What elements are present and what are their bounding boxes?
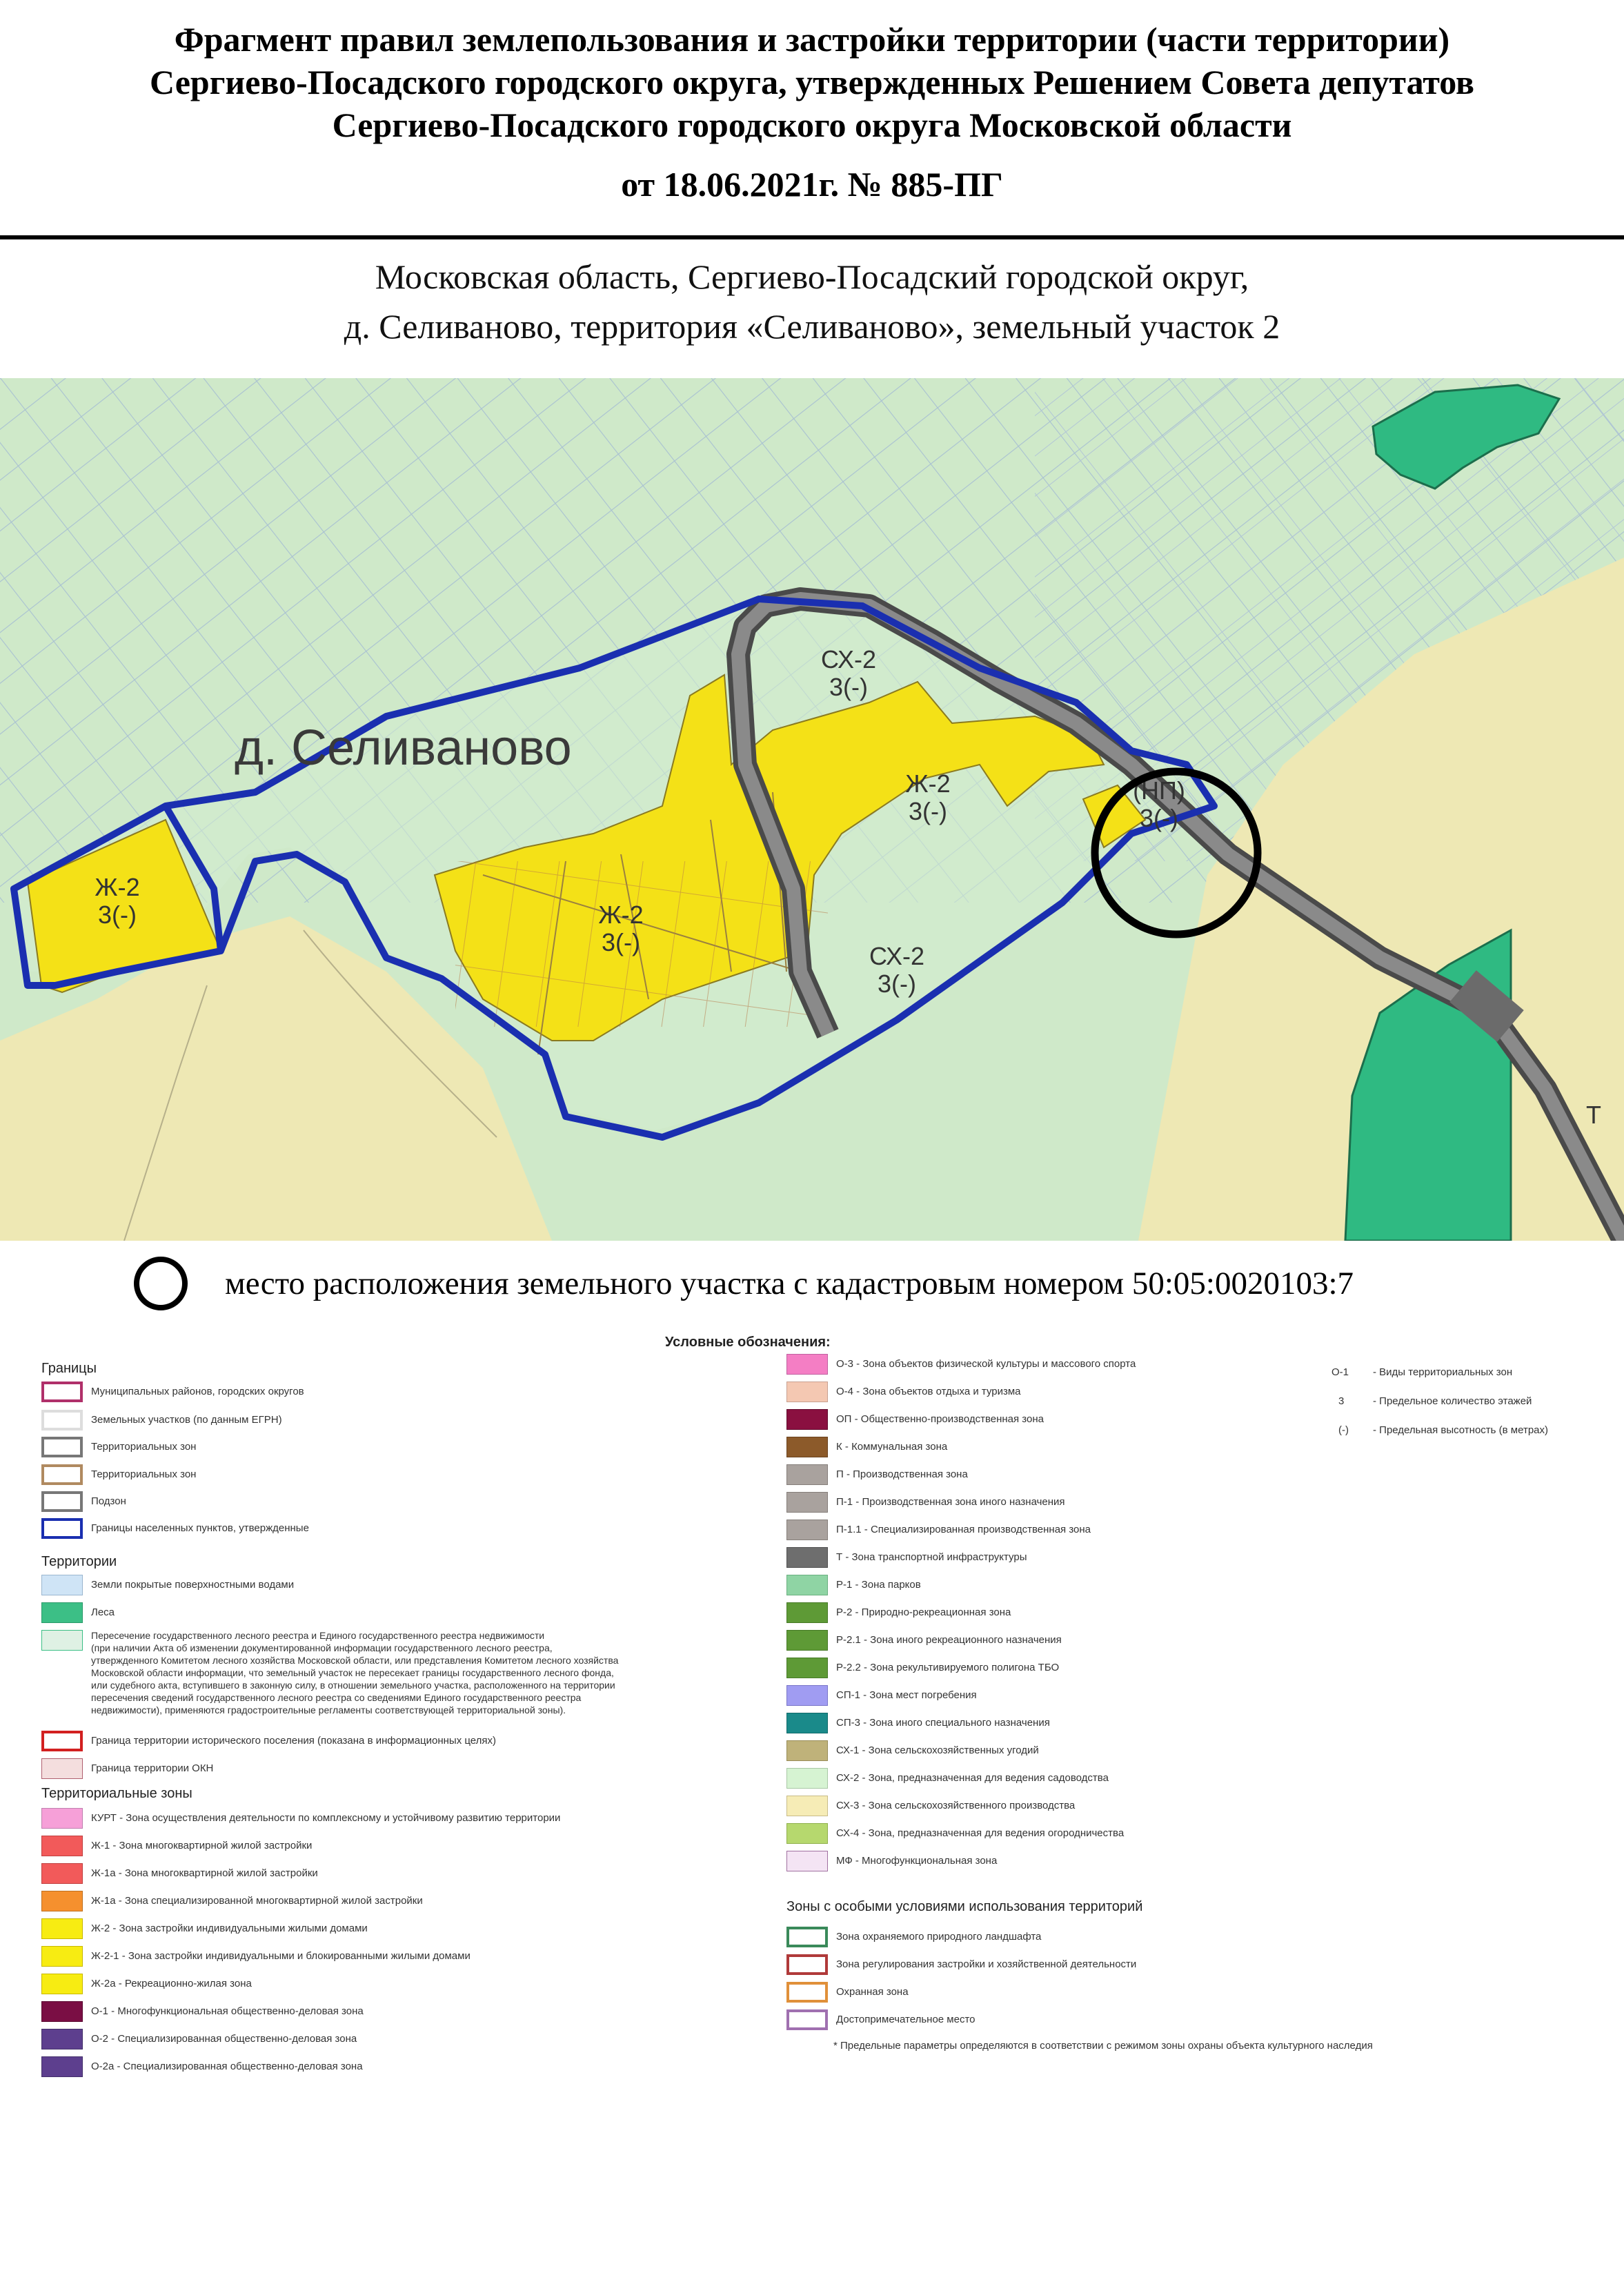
legend-swatch	[786, 1823, 828, 1844]
legend-label: Зона регулирования застройки и хозяйственной деятельности	[836, 1958, 1137, 1970]
legend-label: Зона охраняемого природного ландшафта	[836, 1931, 1042, 1943]
legend-label: МФ - Многофункциональная зона	[836, 1855, 998, 1867]
legend-swatch	[786, 1927, 828, 1947]
legend-label: Р-1 - Зона парков	[836, 1579, 921, 1591]
map-village-label: д. Селиваново	[235, 720, 572, 776]
zone-label-code: Ж-2	[95, 873, 140, 901]
legend-label: Подзон	[91, 1495, 126, 1507]
legend-label: О-1 - Многофункциональная общественно-деловая зона	[91, 2005, 364, 2017]
legend-swatch	[786, 1713, 828, 1733]
legend-swatch	[786, 1602, 828, 1623]
legend-label: СХ-4 - Зона, предназначенная для ведения огородничества	[836, 1827, 1125, 1839]
legend-label: ОП - Общественно-производственная зона	[836, 1413, 1044, 1425]
zone-label-floors: 3(-)	[98, 901, 137, 929]
zone-label-floors: 3(-)	[909, 797, 947, 825]
legend-label: Граница территории ОКН	[91, 1762, 214, 1774]
legend-label: Ж-2-1 - Зона застройки индивидуальными и блокированными жилыми домами	[91, 1950, 471, 1962]
zone-label-code: Ж-2	[905, 769, 951, 798]
legend-swatch	[41, 2029, 83, 2049]
legend-label: СП-3 - Зона иного специального назначения	[836, 1717, 1050, 1729]
legend-key-description: - Виды территориальных зон	[1373, 1366, 1513, 1378]
legend-label: Земли покрытые поверхностными водами	[91, 1579, 295, 1591]
legend-label: Ж-1 - Зона многоквартирной жилой застройки	[91, 1840, 313, 1851]
legend-label: Достопримечательное место	[836, 2014, 976, 2025]
legend-swatch	[41, 1575, 83, 1595]
legend-key-description: - Предельное количество этажей	[1373, 1395, 1532, 1407]
legend-key-description: - Предельная высотность (в метрах)	[1373, 1424, 1548, 1436]
legend-label: СП-1 - Зона мест погребения	[836, 1689, 977, 1701]
zone-label-code: (НП)	[1133, 776, 1185, 805]
header-title-line-1: Фрагмент правил землепользования и застройки территории (части территории)	[174, 20, 1450, 59]
legend-heading-terr-zones: Территориальные зоны	[41, 1786, 192, 1801]
legend-swatch	[786, 1954, 828, 1975]
legend-label: СХ-1 - Зона сельскохозяйственных угодий	[836, 1744, 1039, 1756]
legend-swatch	[786, 1354, 828, 1375]
legend-label: Ж-2а - Рекреационно-жилая зона	[91, 1978, 252, 1989]
legend-footnote: * Предельные параметры определяются в соответствии с режимом зоны охраны объекта культурного наследия	[833, 2040, 1373, 2052]
legend-label: Территориальных зон	[91, 1441, 197, 1453]
legend-swatch	[41, 1437, 83, 1457]
zone-label-code: Ж-2	[598, 901, 644, 929]
legend-label: Земельных участков (по данным ЕГРН)	[91, 1414, 282, 1426]
legend-label: П-1.1 - Специализированная производственная зона	[836, 1524, 1091, 1535]
legend-swatch	[41, 1630, 83, 1651]
legend-key: (-)	[1338, 1424, 1349, 1436]
zone-label-code: СХ-2	[821, 645, 876, 674]
legend-swatch	[786, 1982, 828, 2003]
legend-label: О-2 - Специализированная общественно-деловая зона	[91, 2033, 357, 2045]
legend-swatch	[41, 1518, 83, 1539]
legend-swatch	[786, 1464, 828, 1485]
legend-swatch	[786, 1685, 828, 1706]
legend-label: Муниципальных районов, городских округов	[91, 1386, 304, 1397]
legend-swatch	[786, 2009, 828, 2030]
legend-swatch	[41, 1918, 83, 1939]
address-line-1: Московская область, Сергиево-Посадский городской округ,	[375, 257, 1249, 296]
header-decision-date: от 18.06.2021г. № 885-ПГ	[621, 165, 1003, 204]
location-note: место расположения земельного участка с кадастровым номером 50:05:0020103:7	[225, 1266, 1354, 1301]
legend-swatch	[41, 1946, 83, 1967]
legend-swatch	[41, 1836, 83, 1856]
legend-swatch	[41, 1382, 83, 1402]
legend-swatch	[786, 1520, 828, 1540]
legend-label: К - Коммунальная зона	[836, 1441, 948, 1453]
legend-swatch	[786, 1492, 828, 1513]
legend-swatch	[786, 1547, 828, 1568]
legend-label: Т - Зона транспортной инфраструктуры	[836, 1551, 1027, 1563]
zoning-map	[0, 378, 1624, 1241]
legend-label: Охранная зона	[836, 1986, 909, 1998]
zone-label-floors: 3(-)	[878, 970, 916, 998]
legend-key: О-1	[1331, 1366, 1349, 1378]
legend-swatch	[41, 1974, 83, 1994]
legend-title: Условные обозначения:	[665, 1335, 831, 1350]
legend-swatch	[786, 1409, 828, 1430]
legend-swatch	[41, 1758, 83, 1779]
legend-label: О-4 - Зона объектов отдыха и туризма	[836, 1386, 1021, 1397]
legend-swatch	[786, 1740, 828, 1761]
legend	[0, 1311, 1624, 2271]
legend-swatch	[41, 1464, 83, 1485]
legend-label: О-2а - Специализированная общественно-деловая зона	[91, 2061, 363, 2072]
legend-swatch	[786, 1575, 828, 1595]
zone-label-code: Т	[1586, 1101, 1601, 1129]
header-title-line-3: Сергиево-Посадского городского округа Московской области	[332, 106, 1292, 144]
document-header	[0, 0, 1624, 238]
zone-label-floors: 3(-)	[1140, 804, 1178, 832]
legend-label: СХ-2 - Зона, предназначенная для ведения садоводства	[836, 1772, 1109, 1784]
legend-swatch	[786, 1796, 828, 1816]
legend-heading-territories: Территории	[41, 1554, 117, 1569]
legend-swatch	[786, 1437, 828, 1457]
legend-swatch	[41, 1491, 83, 1512]
address-line-2: д. Селиваново, территория «Селиваново», земельный участок 2	[344, 307, 1280, 346]
legend-label: Пересечение государственного лесного реестра и Единого государственного реестра недвижимости (при наличии Акта об изменении документированной информации государственного лесного реестра, утвержденного Комитетом лесного хозяйства Московской области, или представления Комитетом лесного хозяйства Московской области информации, что земельный участок не пересекает границы государственного лесного фонда, или судебного акта, вступившего в законную силу, в отношении земельного участка, расположенного на территории пересечения сведений государственного лесного реестра со сведениями Единого государственного реестра недвижимости), применяются градостроительные регламенты соответствующей территориальной зоны).	[91, 1630, 619, 1715]
legend-swatch	[41, 2001, 83, 2022]
note-circle-icon	[134, 1257, 188, 1310]
legend-heading-special: Зоны с особыми условиями использования территорий	[786, 1899, 1143, 1914]
legend-swatch	[41, 1602, 83, 1623]
legend-label: Границы населенных пунктов, утвержденные	[91, 1522, 309, 1534]
legend-swatch	[41, 1731, 83, 1751]
legend-swatch	[786, 1630, 828, 1651]
header-title-line-2: Сергиево-Посадского городского округа, утвержденных Решением Совета депутатов	[150, 63, 1474, 101]
legend-swatch	[41, 1410, 83, 1431]
legend-label: КУРТ - Зона осуществления деятельности по комплексному и устойчивому развитию территории	[91, 1812, 561, 1824]
zone-label-code: СХ-2	[869, 942, 924, 970]
zone-label-floors: 3(-)	[602, 928, 640, 956]
legend-label: Ж-2 - Зона застройки индивидуальными жилыми домами	[91, 1923, 368, 1934]
legend-label: Р-2 - Природно-рекреационная зона	[836, 1606, 1011, 1618]
legend-swatch	[786, 1768, 828, 1789]
legend-swatch	[41, 1808, 83, 1829]
legend-label: П - Производственная зона	[836, 1468, 968, 1480]
legend-swatch	[41, 2056, 83, 2077]
legend-key: 3	[1338, 1395, 1345, 1407]
zone-label-floors: 3(-)	[829, 673, 868, 701]
legend-swatch	[786, 1382, 828, 1402]
legend-swatch	[786, 1851, 828, 1871]
legend-label: Территориальных зон	[91, 1468, 197, 1480]
legend-label: Р-2.2 - Зона рекультивируемого полигона ТБО	[836, 1662, 1060, 1673]
legend-label: П-1 - Производственная зона иного назначения	[836, 1496, 1065, 1508]
legend-label: Граница территории исторического поселения (показана в информационных целях)	[91, 1735, 497, 1747]
legend-label: Ж-1а - Зона многоквартирной жилой застройки	[91, 1867, 318, 1879]
legend-swatch	[786, 1658, 828, 1678]
legend-label: Ж-1а - Зона специализированной многоквартирной жилой застройки	[91, 1895, 423, 1907]
header-divider	[0, 235, 1624, 239]
legend-swatch	[41, 1891, 83, 1911]
legend-swatch	[41, 1863, 83, 1884]
legend-label: О-3 - Зона объектов физической культуры и массового спорта	[836, 1358, 1136, 1370]
legend-label: СХ-3 - Зона сельскохозяйственного производства	[836, 1800, 1076, 1811]
legend-label: Леса	[91, 1606, 115, 1618]
legend-label: Р-2.1 - Зона иного рекреационного назначения	[836, 1634, 1062, 1646]
legend-heading-borders: Границы	[41, 1361, 97, 1376]
